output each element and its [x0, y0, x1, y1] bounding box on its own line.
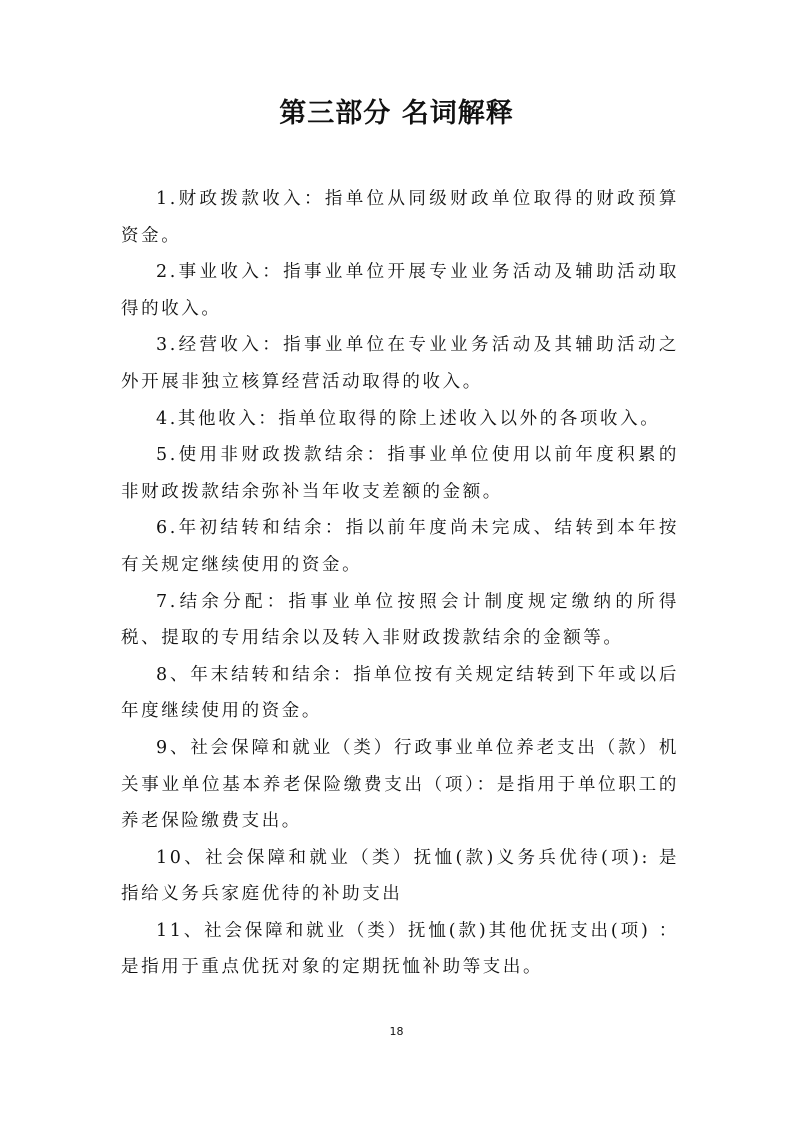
- definition-paragraph-11: 11、社会保障和就业（类）抚恤(款)其他优抚支出(项) ：是指用于重点优抚对象的定期抚恤补助等支出。: [121, 920, 679, 978]
- page-number: 18: [389, 1025, 404, 1038]
- definition-paragraph-10: 10、社会保障和就业（类）抚恤(款)义务兵优待(项): 是指给义务兵家庭优待的补助支出: [121, 847, 679, 905]
- definition-paragraph-1: 1.财政拨款收入：指单位从同级财政单位取得的财政预算资金。: [121, 189, 679, 246]
- definition-paragraph-7: 7.结余分配：指事业单位按照会计制度规定缴纳的所得税、提取的专用结余以及转入非财政拨款结余的金额等。: [121, 591, 679, 649]
- definition-paragraph-9: 9、社会保障和就业（类）行政事业单位养老支出（款）机关事业单位基本养老保险缴费支出（项）：是指用于单位职工的养老保险缴费支出。: [121, 737, 679, 832]
- definition-paragraph-3: 3.经营收入：指事业单位在专业业务活动及其辅助活动之外开展非独立核算经营活动取得的收入。: [121, 335, 679, 392]
- definitions-body: [121, 181, 679, 986]
- page-title: 第三部分 名词解释: [279, 98, 514, 129]
- definition-paragraph-4: 4.其他收入：指单位取得的除上述收入以外的各项收入。: [156, 408, 661, 429]
- definition-paragraph-5: 5.使用非财政拨款结余：指事业单位使用以前年度积累的非财政拨款结余弥补当年收支差额的金额。: [121, 445, 679, 502]
- definition-paragraph-8: 8、年末结转和结余：指单位按有关规定结转到下年或以后年度继续使用的资金。: [121, 664, 679, 722]
- definition-paragraph-6: 6.年初结转和结余：指以前年度尚未完成、结转到本年按有关规定继续使用的资金。: [121, 518, 679, 575]
- definition-paragraph-2: 2.事业收入：指事业单位开展专业业务活动及辅助活动取得的收入。: [121, 262, 679, 319]
